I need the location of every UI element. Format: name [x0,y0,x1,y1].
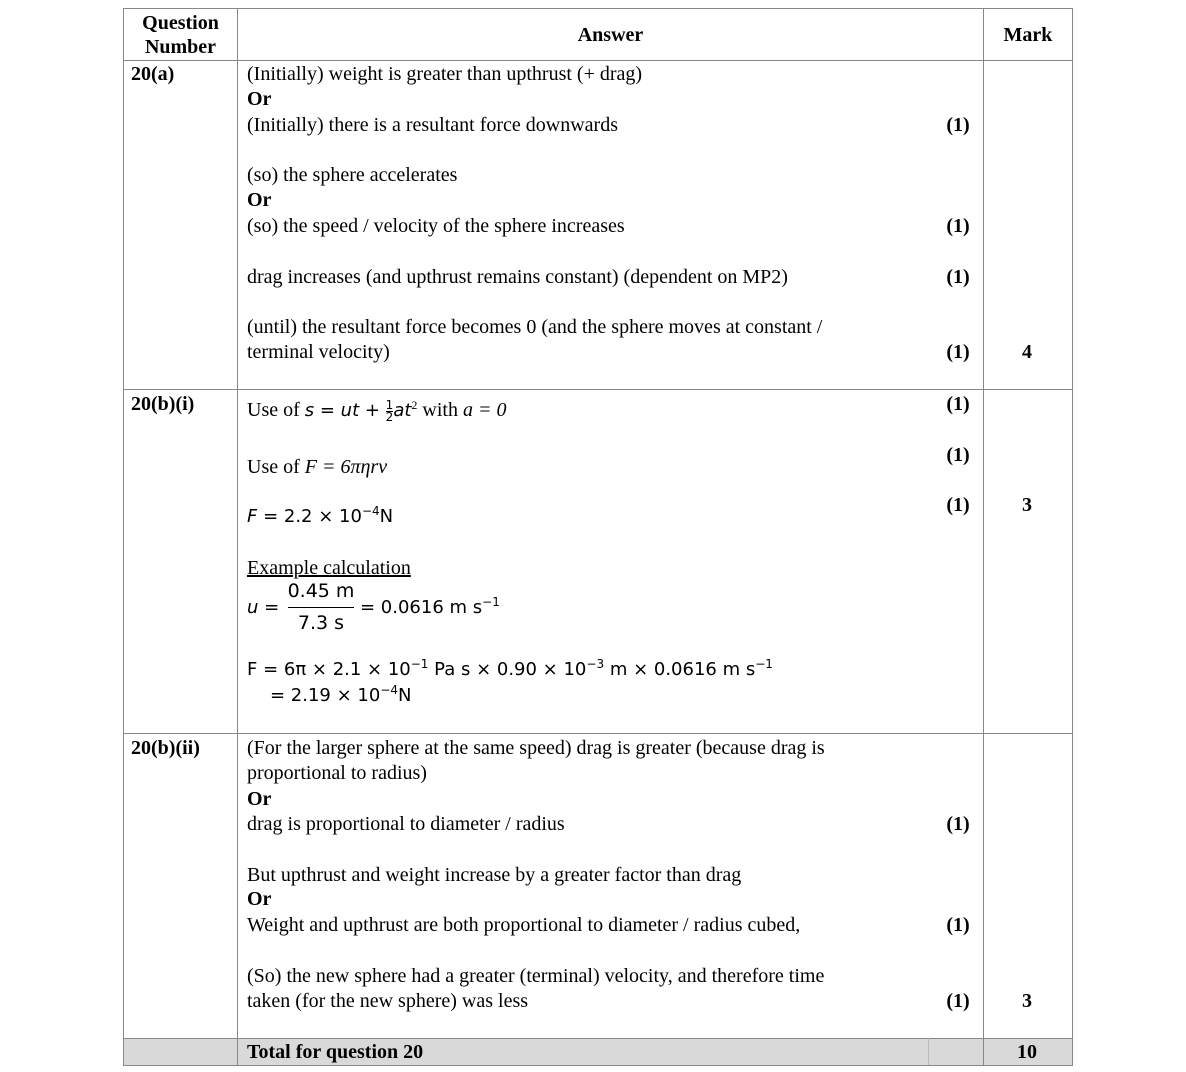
answer-line: (So) the new sphere had a greater (terminal) velocity, and therefore time [247,965,825,987]
answer-line: But upthrust and weight increase by a greater factor than drag [247,864,742,886]
mark-total: 4 [1022,341,1032,363]
header-number-line: Number [144,36,217,58]
text: m × 0.0616 m s [604,659,756,680]
equation: at [393,400,412,421]
answer-use-stokes [247,455,387,479]
u-denominator: 7.3 s [297,612,345,634]
question-number-20a: 20(a) [131,63,175,85]
mark-point: (1) [946,813,970,835]
unit: N [379,506,394,527]
denominator: 2 [385,409,394,424]
answer-line: drag is proportional to diameter / radius [247,813,565,835]
exponent: 2 [411,398,418,412]
f-calc-line1 [247,658,773,682]
example-heading: Example calculation [247,557,411,579]
answer-result: $F = 2.2 \times 10^{-4}N$ [247,504,394,527]
answer-use-suvat [247,398,506,423]
mark-point: (1) [946,341,970,363]
mark-point: (1) [946,914,970,936]
answer-line: (so) the speed / velocity of the sphere increases [247,215,625,237]
answer-line: proportional to radius) [247,762,427,784]
mark-point: (1) [946,393,970,415]
answer-or: Or [247,88,272,110]
mark-total: 3 [1022,494,1032,516]
answer-line: terminal velocity) [247,341,390,363]
answer-line: (For the larger sphere at the same speed) drag is greater (because drag is [247,737,825,759]
answer-line: Weight and upthrust are both proportional to diameter / radius cubed, [247,914,801,936]
text: Pa s × 0.90 × 10 [428,659,587,680]
mark-point: (1) [946,444,970,466]
answer-line: (until) the resultant force becomes 0 (and the sphere moves at constant / [247,316,823,338]
text: F = 6π × 2.1 × 10 [247,659,411,680]
unit: N [398,685,412,706]
answer-or: Or [247,189,272,211]
answer-line: (so) the sphere accelerates [247,164,458,186]
question-number-20bii: 20(b)(ii) [131,737,200,759]
u-rhs [360,596,500,620]
text: Use of [247,399,305,421]
equation: s = ut + [304,400,386,421]
answer-or: Or [247,888,272,910]
answer-line: (Initially) there is a resultant force downwards [247,114,618,136]
answer-line: (Initially) weight is greater than upthrust (+ drag) [247,63,643,85]
mark-point: (1) [946,266,970,288]
text: Use of [247,456,305,478]
mark-total: 3 [1022,990,1032,1012]
u-numerator: 0.45 m [287,580,355,602]
mark-point: (1) [946,494,970,516]
exponent: −1 [410,657,429,671]
u-lhs: u = [247,597,280,618]
total-label: Total for question 20 [247,1041,424,1063]
total-mark: 10 [1017,1041,1037,1063]
text: = 0.0616 m s [360,597,483,618]
condition: a = 0 [462,399,507,421]
header-question-number [124,11,237,59]
result-text: = 2.2 × 10 [257,506,362,527]
numerator: 1 [385,397,394,412]
mark-point: (1) [946,114,970,136]
mark-point: (1) [946,990,970,1012]
text: = 2.19 × 10 [270,685,381,706]
question-number-20bi: 20(b)(i) [131,393,195,415]
answer-line: taken (for the new sphere) was less [247,990,529,1012]
answer-line: drag increases (and upthrust remains constant) (dependent on MP2) [247,266,788,288]
answer-or: Or [247,788,272,810]
exponent: −4 [361,504,380,518]
exponent: −3 [586,657,605,671]
header-answer: Answer [577,24,644,46]
equation: F = 6πηrv [304,456,388,478]
exponent: −4 [380,683,399,697]
text: with [417,399,463,421]
header-question-line: Question [142,12,219,34]
header-mark: Mark [1003,24,1053,46]
exponent: −1 [755,657,773,671]
exponent: −1 [482,595,500,609]
mark-point: (1) [946,215,970,237]
f-calc-line2 [270,684,411,708]
